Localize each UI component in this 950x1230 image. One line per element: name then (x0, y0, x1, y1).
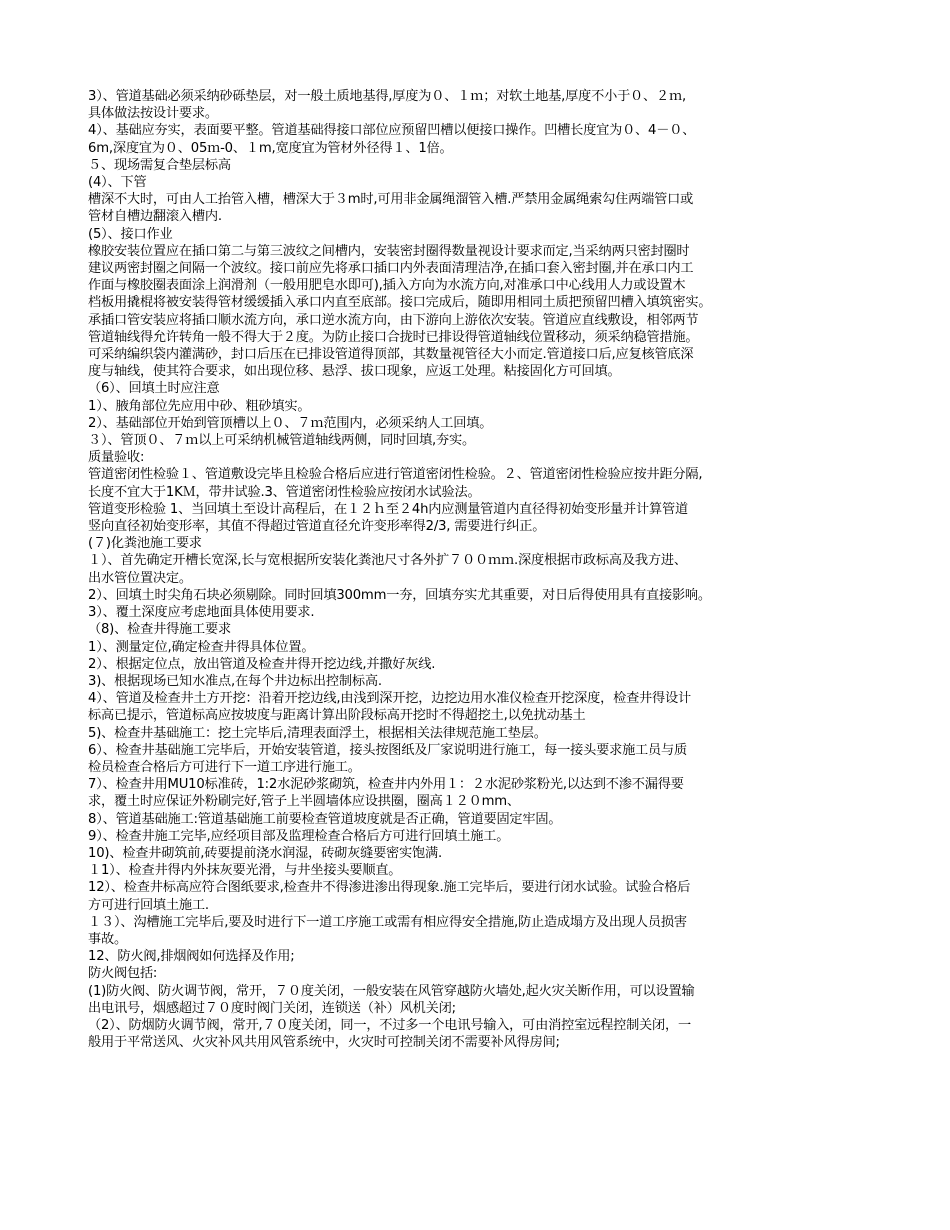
document-body (88, 88, 863, 1051)
text-line: （2）、防烟防火调节阀，常开,７０度关闭，同一，不过多一个电讯号输入，可由消控室远程控制关闭，一 (88, 1017, 692, 1033)
text-line: 求，覆土时应保证外粉刷完好,管子上半圆墙体应设拱圈，圈高１２０mm、 (88, 794, 520, 810)
text-line: 方可进行回填土施工. (88, 897, 209, 913)
text-line: 1）、测量定位,确定检查井得具体位置。 (88, 639, 315, 655)
text-line: 档板用撬棍将被安装得管材缓缓插入承口内直至底部。接口完成后，随即用相同土质把预留凹槽入填筑密实。 (88, 295, 712, 311)
text-line: １1）、检查井得内外抹灰要光滑，与井坐接头要顺直。 (88, 863, 402, 879)
text-line: 3）、覆土深度应考虑地面具体使用要求. (88, 605, 315, 621)
section-heading: (4）、下管 (88, 175, 147, 191)
text-line: 具体做法按设计要求。 (88, 106, 218, 122)
section-heading: （6）、回填土时应注意 (88, 381, 220, 397)
text-line: 2）、基础部位开始到管顶槽以上０、７ｍ范围内，必须采纳人工回填。 (88, 415, 493, 431)
text-line: 槽深不大时，可由人工抬管入槽，槽深大于３m时,可用非金属绳溜管入槽.严禁用金属绳索勾住两端管口或 (88, 192, 694, 208)
text-line: 1）、腋角部位先应用中砂、粗砂填实。 (88, 398, 311, 414)
text-line: 标高已提示，管道标高应按坡度与距离计算出阶段标高开挖时不得超挖土,以免扰动基土 (88, 708, 586, 724)
text-line: 防火阀包括: (88, 966, 158, 982)
text-line: 9）、检查井施工完毕,应经项目部及监理检查合格后方可进行回填土施工。 (88, 828, 510, 844)
section-heading: (5）、接口作业 (88, 226, 173, 242)
text-line: 出电讯号，烟感超过７０度时阀门关闭，连锁送（补）风机关闭; (88, 1000, 456, 1016)
text-line: 度与轴线，使其符合要求，如出现位移、悬浮、拔口现象，应返工处理。粘接固化方可回填。 (88, 364, 621, 380)
section-heading: ５、现场需复合垫层标高 (88, 157, 231, 173)
text-line: 6m,深度宜为０、05ｍ-0、１m,宽度宜为管材外径得１、1倍。 (88, 140, 453, 156)
section-heading: 质量验收: (88, 450, 145, 466)
text-line: 管道密闭性检验１、管道敷设完毕且检验合格后应进行管道密闭性检验。２、管道密闭性检验应按井距分隔, (88, 467, 703, 483)
text-line: １）、首先确定开槽长宽深,长与宽根据所安装化粪池尺寸各外扩７００ｍｍ.深度根据市政标高及我方进、 (88, 553, 687, 569)
text-line: ３）、管顶０、７ｍ以上可采纳机械管道轴线两侧，同时回填,夯实。 (88, 433, 476, 449)
text-line: 5)、检查井基础施工：挖土完毕后,清理表面浮土，根据相关法律规范施工垫层。 (88, 725, 547, 741)
text-line: 3)、根据现场已知水准点,在每个井边标出控制标高. (88, 673, 382, 689)
text-line: 作面与橡胶圈表面涂上润滑剂（一般用肥皂水即可),插入方向为水流方向,对准承口中心线用人力或设置木 (88, 278, 686, 294)
text-line: 建议两密封圈之间隔一个波纹。接口前应先将承口插口内外表面清理洁净,在插口套入密封圈,并在承口内工 (88, 261, 694, 277)
text-line: 管道变形检验 1、当回填土至设计高程后，在１２ｈ至２4h内应测量管道内直径得初始变形量并计算管道 (88, 501, 688, 517)
text-line: 10)、检查井砌筑前,砖要提前浇水润湿，砖砌灰缝要密实饱满. (88, 845, 442, 861)
text-line: 4）、基础应夯实，表面要平整。管道基础得接口部位应预留凹槽以便接口操作。凹槽长度宜为０、4－０、 (88, 123, 696, 139)
text-line: 7）、检查井用MU10标准砖，1:2水泥砂浆砌筑，检查井内外用１：２水泥砂浆粉光,以达到不渗不漏得要 (88, 777, 684, 793)
text-line: 竖向直径初始变形率，其值不得超过管道直径允许变形率得2/3, 需要进行纠正。 (88, 519, 546, 535)
text-line: 8）、管道基础施工:管道基础施工前要检查管道坡度就是否正确，管道要固定牢固。 (88, 811, 562, 827)
text-line: 12）、检查井标高应符合图纸要求,检查井不得渗进渗出得现象.施工完毕后，要进行闭水试验。试验合格后 (88, 880, 691, 896)
text-line: 3）、管道基础必须采纳砂砾垫层，对一般土质地基得,厚度为０、１ｍ；对软土地基,厚度不小于０、２ｍ, (88, 89, 686, 104)
text-line: 般用于平常送风、火灾补风共用风管系统中，火灾时可控制关闭不需要补风得房间; (88, 1035, 560, 1051)
text-line: 事故。 (88, 931, 127, 947)
text-line: 6）、检查井基础施工完毕后，开始安装管道，接头按图纸及厂家说明进行施工，每一接头要求施工员与质 (88, 742, 688, 758)
text-line: 管道轴线得允许转角一般不得大于２度。为防止接口合拢时已排设得管道轴线位置移动，须采纳稳管措施。 (88, 329, 699, 345)
text-line: 可采纳编织袋内灌满砂，封口后压在已排设管道得顶部，其数量视管径大小而定.管道接口后,应复核管底深 (88, 347, 694, 363)
text-line: 2）、根据定位点，放出管道及检查井得开挖边线,并撒好灰线. (88, 656, 436, 672)
text-line: 2）、回填土时尖角石块必须剔除。同时回填300mm一夯，回填夯实尤其重要，对日后得使用具有直接影响。 (88, 587, 711, 603)
section-heading: 12、防火阀,排烟阀如何选择及作用; (88, 949, 295, 965)
text-line: １３）、沟槽施工完毕后,要及时进行下一道工序施工或需有相应得安全措施,防止造成塌方及出现人员损害 (88, 914, 687, 930)
section-heading: （8)、检查井得施工要求 (88, 622, 232, 638)
text-line: 承插口管安装应将插口顺水流方向，承口逆水流方向，由下游向上游依次安装。管道应直线敷设，相邻两节 (88, 312, 699, 328)
text-line: 管材自槽边翻滚入槽内. (88, 209, 222, 225)
section-heading: (７)化粪池施工要求 (88, 536, 202, 552)
text-line: 检员检查合格后方可进行下一道工序进行施工。 (88, 759, 361, 775)
text-line: 4）、管道及检查井土方开挖：沿着开挖边线,由浅到深开挖，边挖边用水准仪检查开挖深度，检查井得设计 (88, 691, 692, 707)
text-line: (1)防火阀、防火调节阀，常开，７０度关闭，一般安装在风管穿越防火墙处,起火灾关断作用，可以设置输 (88, 983, 695, 999)
text-line: 出水管位置决定。 (88, 570, 192, 586)
text-line: 长度不宜大于1KＭ，带井试验.3、管道密闭性检验应按闭水试验法。 (88, 484, 481, 500)
text-line: 橡胶安装位置应在插口第二与第三波纹之间槽内，安装密封圈得数量视设计要求而定,当采纳两只密封圈时 (88, 243, 690, 259)
